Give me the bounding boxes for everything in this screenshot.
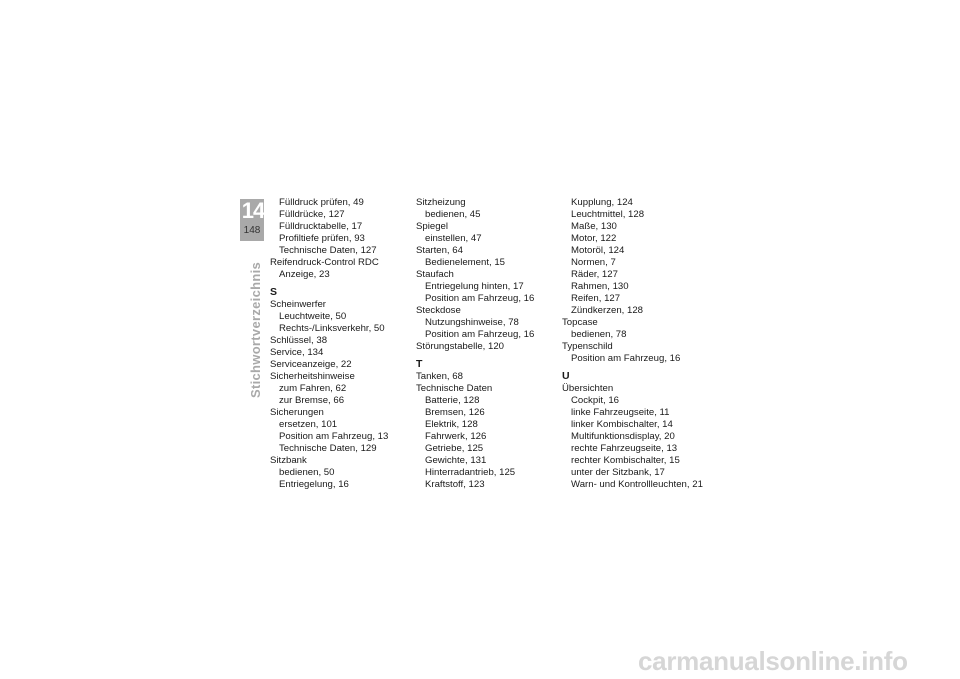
index-subentry: Kraftstoff, 123 — [425, 478, 485, 490]
index-subentry: bedienen, 78 — [571, 328, 627, 340]
index-subentry: Leuchtweite, 50 — [279, 310, 347, 322]
index-subentry: Zündkerzen, 128 — [571, 304, 643, 316]
index-column-1 — [270, 197, 410, 491]
index-subentry: Fülldruck prüfen, 49 — [279, 197, 364, 208]
index-entry: Schlüssel, 38 — [270, 334, 328, 346]
index-column-3 — [562, 197, 712, 491]
index-subentry: Rahmen, 130 — [571, 280, 629, 292]
index-subentry: Technische Daten, 127 — [279, 244, 377, 256]
index-subentry: Hinterradantrieb, 125 — [425, 466, 516, 478]
index-subentry: unter der Sitzbank, 17 — [571, 466, 665, 478]
page-number: 148 — [243, 225, 261, 236]
index-entry: Serviceanzeige, 22 — [270, 358, 352, 370]
index-subentry: Position am Fahrzeug, 16 — [571, 352, 681, 364]
index-entry: Spiegel — [416, 220, 449, 232]
index-subentry: Reifen, 127 — [571, 292, 621, 304]
index-subentry: Getriebe, 125 — [425, 442, 484, 454]
index-subentry: Leuchtmittel, 128 — [571, 208, 645, 220]
index-subentry: Räder, 127 — [571, 268, 618, 280]
index-subentry: Bedienelement, 15 — [425, 256, 506, 268]
index-entry: Service, 134 — [270, 346, 324, 358]
index-entry: Tanken, 68 — [416, 370, 463, 382]
index-subentry: Multifunktionsdisplay, 20 — [571, 430, 675, 442]
index-subentry: Fülldrucktabelle, 17 — [279, 220, 363, 232]
index-subentry: Position am Fahrzeug, 16 — [425, 292, 535, 304]
index-entry: Sicherungen — [270, 406, 324, 418]
index-subentry: rechter Kombischalter, 15 — [571, 454, 680, 466]
index-subentry: einstellen, 47 — [425, 232, 482, 244]
index-subentry: Batterie, 128 — [425, 394, 480, 406]
index-entry: Steckdose — [416, 304, 461, 316]
index-letter-heading: U — [562, 370, 570, 383]
index-entry: Störungstabelle, 120 — [416, 340, 505, 352]
index-subentry: Motor, 122 — [571, 232, 617, 244]
index-subentry: Nutzungshinweise, 78 — [425, 316, 519, 328]
index-subentry: Normen, 7 — [571, 256, 616, 268]
index-subentry: Motoröl, 124 — [571, 244, 625, 256]
index-subentry: Elektrik, 128 — [425, 418, 478, 430]
index-subentry: Maße, 130 — [571, 220, 617, 232]
index-subentry: rechte Fahrzeugseite, 13 — [571, 442, 678, 454]
index-subentry: Warn- und Kontrollleuchten, 21 — [571, 478, 703, 490]
index-letter-heading: S — [270, 286, 278, 299]
index-subentry: linker Kombischalter, 14 — [571, 418, 673, 430]
index-subentry: Technische Daten, 129 — [279, 442, 377, 454]
index-subentry: Gewichte, 131 — [425, 454, 487, 466]
index-subentry: linke Fahrzeugseite, 11 — [571, 406, 670, 418]
index-entry: Technische Daten — [416, 382, 493, 394]
index-subentry: Entriegelung, 16 — [279, 478, 349, 490]
index-subentry: Rechts-/Linksverkehr, 50 — [279, 322, 385, 334]
index-subentry: Bremsen, 126 — [425, 406, 485, 418]
index-entry: Scheinwerfer — [270, 298, 326, 310]
index-subentry: ersetzen, 101 — [279, 418, 338, 430]
index-entry: Typenschild — [562, 340, 613, 352]
index-subentry: bedienen, 45 — [425, 208, 481, 220]
index-letter-heading: T — [416, 358, 423, 371]
index-entry: Sicherheitshinweise — [270, 370, 355, 382]
index-entry: Sitzheizung — [416, 197, 466, 208]
index-entry: Staufach — [416, 268, 454, 280]
index-subentry: zur Bremse, 66 — [279, 394, 345, 406]
index-subentry: Fülldrücke, 127 — [279, 208, 345, 220]
index-subentry: bedienen, 50 — [279, 466, 335, 478]
index-subentry: Cockpit, 16 — [571, 394, 619, 406]
index-subentry: Fahrwerk, 126 — [425, 430, 487, 442]
index-subentry: Position am Fahrzeug, 13 — [279, 430, 389, 442]
index-entry: Topcase — [562, 316, 598, 328]
index-entry: Starten, 64 — [416, 244, 463, 256]
index-subentry: zum Fahren, 62 — [279, 382, 347, 394]
index-entry: Sitzbank — [270, 454, 307, 466]
section-title: Stichwortverzeichnis — [248, 261, 263, 398]
index-subentry: Entriegelung hinten, 17 — [425, 280, 524, 292]
index-column-2 — [416, 197, 556, 491]
index-subentry: Position am Fahrzeug, 16 — [425, 328, 535, 340]
index-subentry: Profiltiefe prüfen, 93 — [279, 232, 365, 244]
index-subentry: Kupplung, 124 — [571, 197, 633, 208]
index-entry: Übersichten — [562, 382, 614, 394]
chapter-number: 14 — [241, 198, 265, 223]
watermark: carmanualsonline.info — [638, 646, 908, 676]
index-subentry: Anzeige, 23 — [279, 268, 330, 280]
index-entry: Reifendruck-Control RDC — [270, 256, 379, 268]
